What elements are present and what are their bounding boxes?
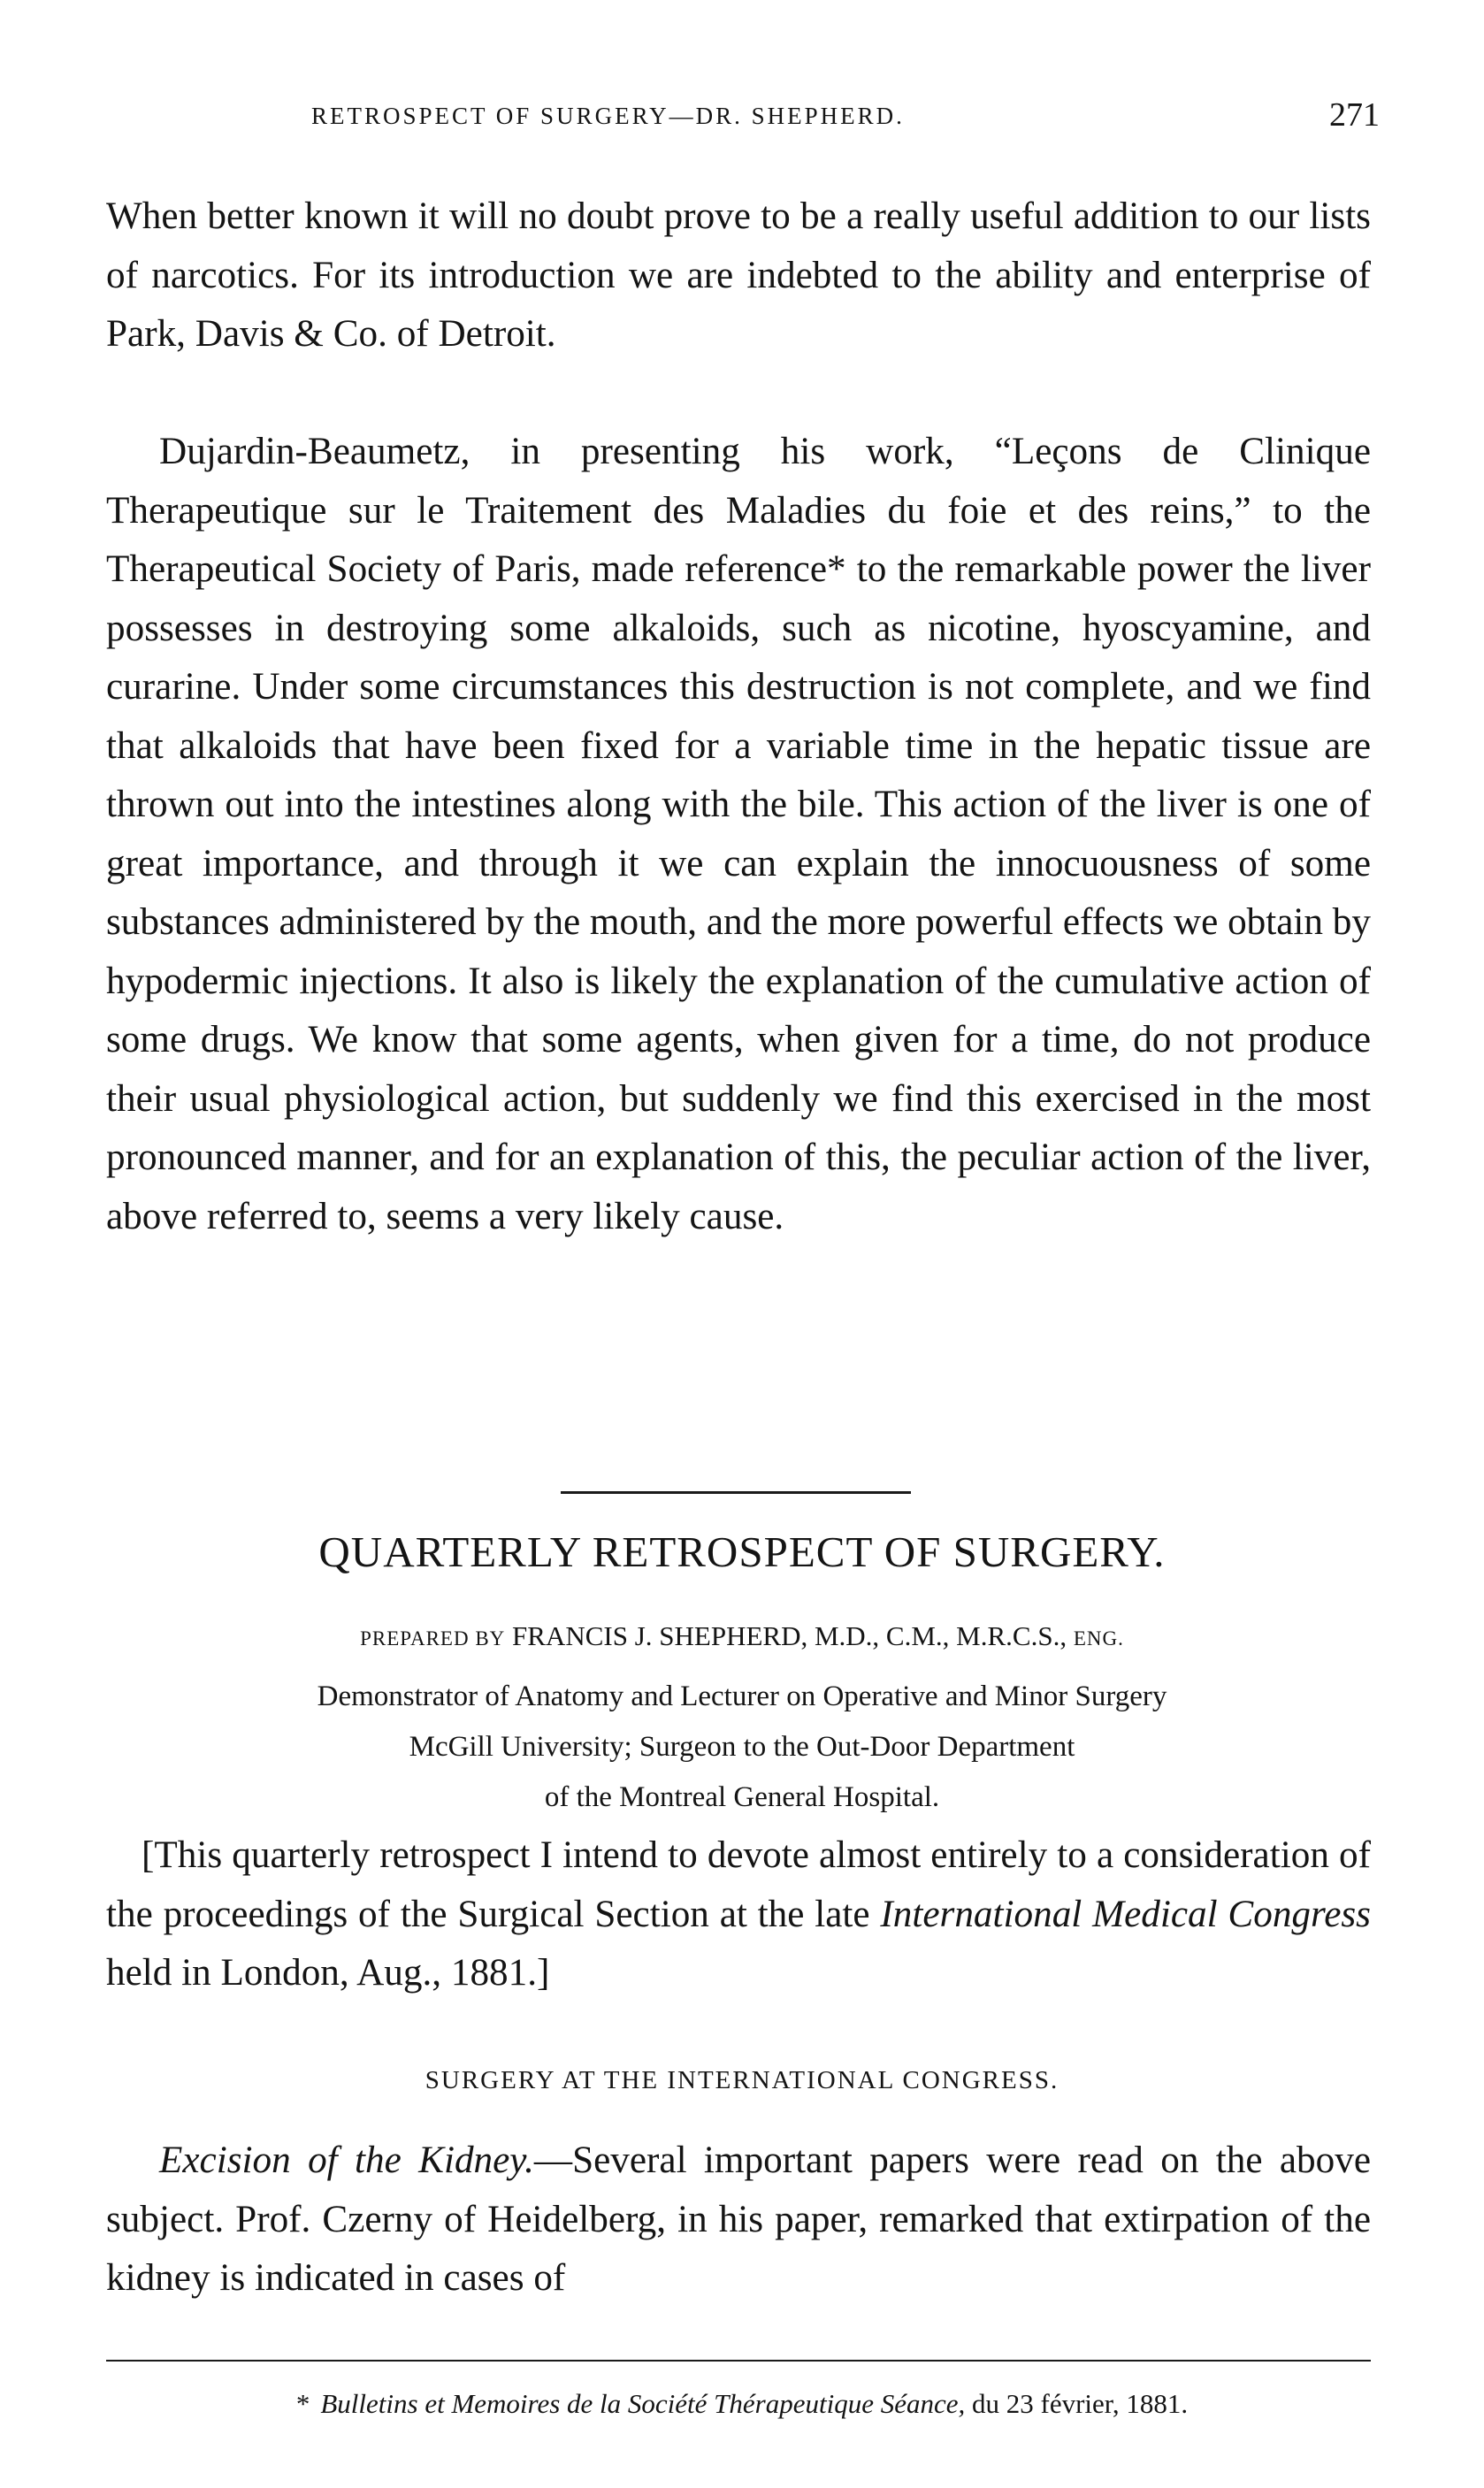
note-text-after: held in London, Aug., 1881.] (106, 1952, 550, 1994)
note-text-before: [This quarterly retrospect I intend to devote almost entirely to a consideration of the proceedings of the Surgical Section at the late (106, 1834, 1371, 1935)
running-head (292, 96, 1388, 140)
section-divider (561, 1491, 911, 1494)
paragraph-dujardin-beaumetz (106, 423, 1371, 1246)
paragraph-text: Dujardin-Beaumetz, in presenting his work, “Leçons de Clinique Therapeutique sur le Traitement des Maladies du foie et des reins,” to the Therapeutical Society of Paris, made reference* to the remarkable power the liver possesses in destroying some alkaloids, such as nicotine, hyoscyamine, and curarine. Under some circumstances this destruction is not complete, and we find that alkaloids that have been fixed for a variable time in the hepatic tissue are thrown out into the intestines along with the bile. This action of the liver is one of great importance, and through it we can explain the innocuousness of some substances administered by the mouth, and the more powerful effects we obtain by hypodermic injections. It also is likely the explanation of the cumulative action of some drugs. We know that some agents, when given for a time, do not produce their usual physiological action, but suddenly we find this exercised in the most pronounced manner, and for an explanation of this, the peculiar action of the liver, above referred to, seems a very likely cause. (106, 431, 1371, 1237)
footnote-source: Bulletins et Memoires de la Société Thérapeutique Séance, (320, 2388, 966, 2419)
author-byline (0, 1620, 1484, 1652)
byline-prefix: PREPARED BY (360, 1627, 506, 1650)
footnote (0, 2388, 1484, 2420)
note-congress-name: International Medical Congress (880, 1893, 1371, 1935)
subheading: SURGERY AT THE INTERNATIONAL CONGRESS. (425, 2066, 1059, 2094)
paragraph-narcotics (106, 188, 1371, 364)
affiliation-line: McGill University; Surgeon to the Out-Door Department (409, 1731, 1075, 1763)
page-number: 271 (1329, 96, 1380, 134)
running-head-title: RETROSPECT OF SURGERY—DR. SHEPHERD. (311, 103, 905, 129)
paragraph-excision-kidney (106, 2132, 1371, 2308)
affiliation-line: Demonstrator of Anatomy and Lecturer on Operative and Minor Surgery (317, 1680, 1167, 1712)
byline-name: FRANCIS J. SHEPHERD, M.D., C.M., M.R.C.S., (512, 1620, 1067, 1651)
paragraph-lead: Excision of the Kidney. (159, 2140, 534, 2181)
affiliation-line: of the Montreal General Hospital. (544, 1781, 940, 1813)
byline-suffix: ENG. (1073, 1627, 1124, 1650)
footnote-rule (106, 2360, 1371, 2362)
section-heading: QUARTERLY RETROSPECT OF SURGERY. (318, 1527, 1166, 1576)
paragraph-text (106, 2132, 1371, 2308)
author-affiliation (0, 1672, 1484, 1823)
paragraph-body: —Several important papers were read on the above subject. Prof. Czerny of Heidelberg, in his paper, remarked that extirpation of the kidney is indicated in cases of (106, 2140, 1372, 2299)
paragraph-text: When better known it will no doubt prove to be a really useful addition to our lists of narcotics. For its introduction we are indebted to the ability and enterprise of Park, Davis & Co. of Detroit. (106, 195, 1371, 355)
footnote-date: du 23 février, 1881. (965, 2388, 1189, 2419)
editor-note-text (106, 1826, 1371, 2003)
editor-note (106, 1826, 1371, 2003)
footnote-mark: * (295, 2388, 310, 2419)
